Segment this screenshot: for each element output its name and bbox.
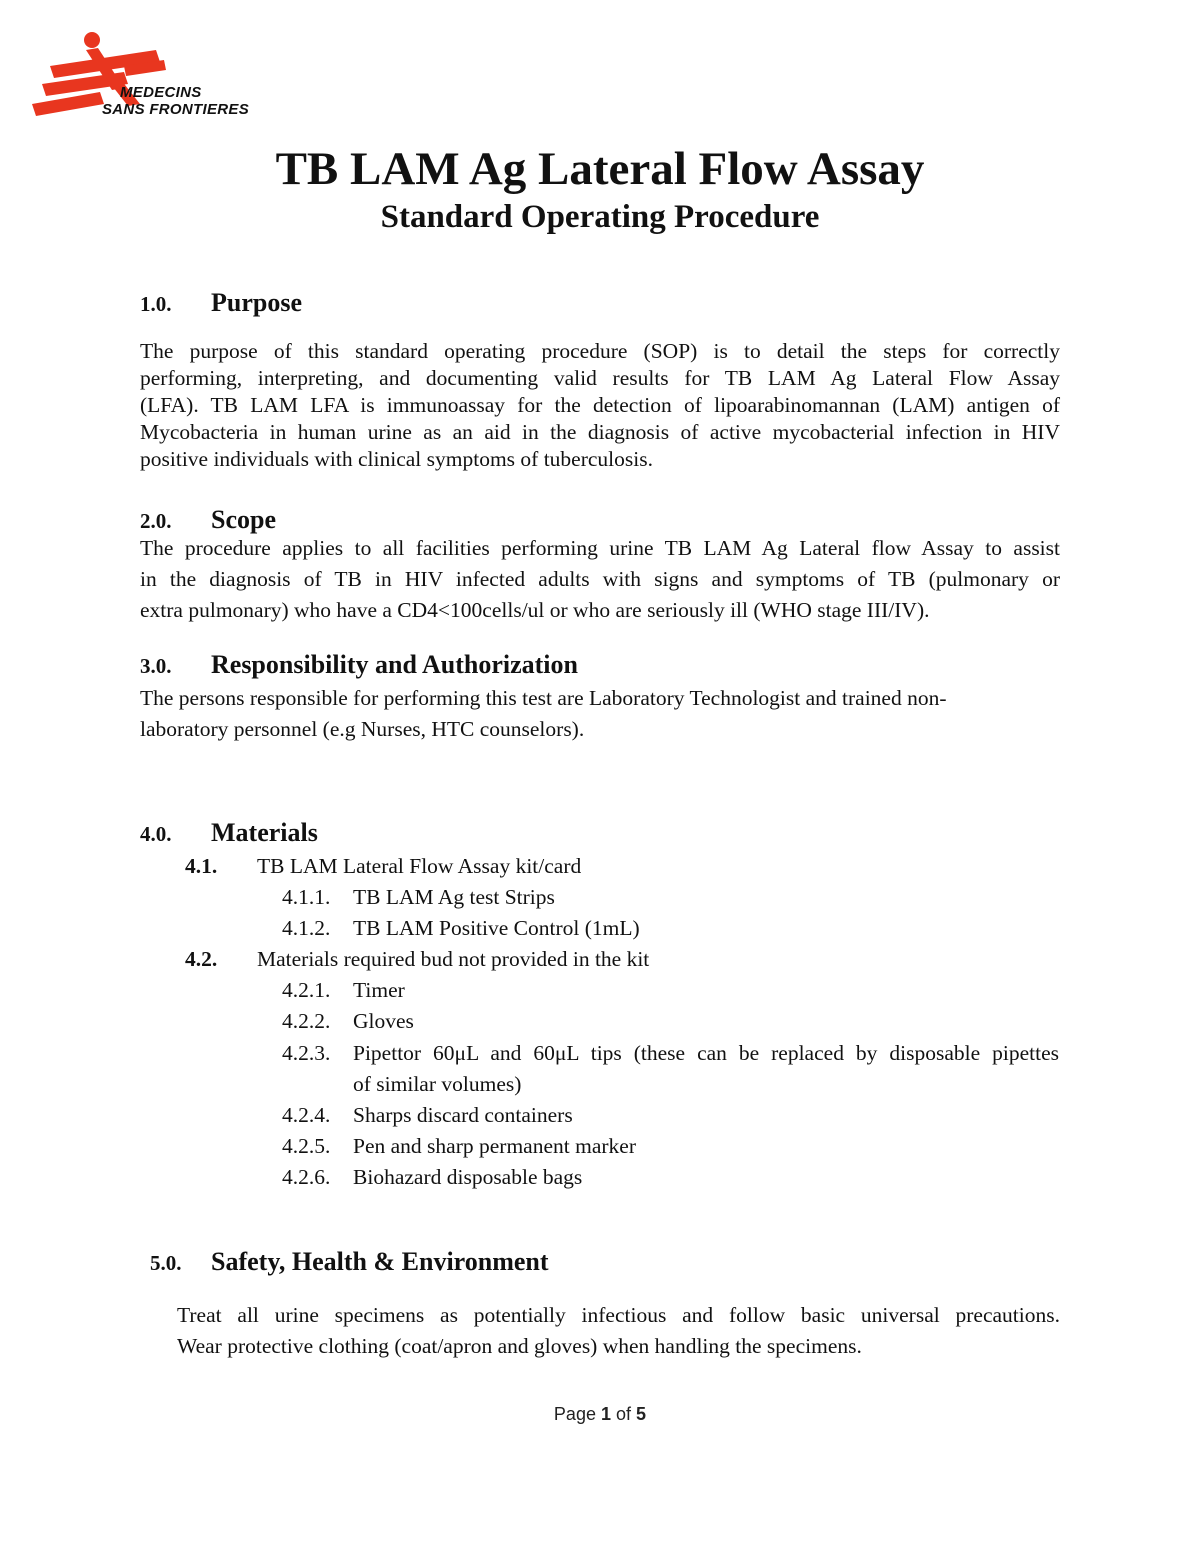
section-title: Scope — [211, 505, 276, 534]
current-page: 1 — [600, 1404, 611, 1424]
list-text: TB LAM Positive Control (1mL) — [353, 916, 640, 940]
paragraph-line: The purpose of this standard operating procedure (SOP) is to detail the steps for correctly — [140, 339, 1060, 363]
list-text: Pen and sharp permanent marker — [353, 1134, 636, 1158]
paragraph-line: (LFA). TB LAM LFA is immunoassay for the detection of lipoarabinomannan (LAM) antigen of — [140, 393, 1060, 417]
list-text: Materials required bud not provided in the kit — [257, 947, 650, 971]
paragraph-line: Treat all urine specimens as potentially infectious and follow basic universal precautions. — [177, 1303, 1060, 1327]
paragraph-line: performing, interpreting, and documenting valid results for TB LAM Ag Lateral Flow Assay — [140, 366, 1060, 390]
list-number: 4.1.2. — [282, 916, 331, 940]
paragraph-line: The procedure applies to all facilities performing urine TB LAM Ag Lateral flow Assay to assist — [140, 536, 1060, 560]
paragraph-line: extra pulmonary) who have a CD4<100cells/ul or who are seriously ill (WHO stage III/IV). — [140, 598, 930, 622]
of-label: of — [616, 1404, 632, 1424]
logo-text-line2: SANS FRONTIERES — [102, 101, 250, 118]
list-number: 4.2.5. — [282, 1134, 331, 1158]
section-title: Responsibility and Authorization — [211, 650, 578, 679]
list-text: Timer — [353, 978, 405, 1002]
list-number: 4.2. — [185, 947, 218, 971]
list-text: Sharps discard containers — [353, 1103, 573, 1127]
purpose-paragraph — [140, 338, 1060, 473]
paragraph-line: Mycobacteria in human urine as an aid in the diagnosis of active mycobacterial infection in HIV — [140, 420, 1060, 444]
list-number: 4.2.6. — [282, 1165, 331, 1189]
list-number: 4.2.1. — [282, 978, 331, 1002]
paragraph-line: positive individuals with clinical symptoms of tuberculosis. — [140, 447, 653, 471]
section-number: 2.0. — [140, 509, 172, 533]
list-text: TB LAM Lateral Flow Assay kit/card — [257, 854, 582, 878]
section-title: Safety, Health & Environment — [211, 1247, 549, 1276]
document-subtitle: Standard Operating Procedure — [380, 199, 820, 235]
list-number: 4.2.2. — [282, 1009, 331, 1033]
list-text-continued: of similar volumes) — [353, 1072, 522, 1096]
logo-text-line1: MEDECINS — [120, 84, 202, 101]
list-text: Gloves — [353, 1009, 414, 1033]
document-title: TB LAM Ag Lateral Flow Assay — [275, 143, 925, 195]
list-number: 4.2.3. — [282, 1041, 331, 1065]
section-number: 3.0. — [140, 654, 172, 678]
page-label: Page — [553, 1404, 596, 1424]
list-text: Biohazard disposable bags — [353, 1165, 583, 1189]
paragraph-line: The persons responsible for performing this test are Laboratory Technologist and trained non- — [140, 686, 947, 710]
scope-paragraph — [140, 533, 1060, 626]
paragraph-line: laboratory personnel (e.g Nurses, HTC counselors). — [140, 717, 585, 741]
list-text: TB LAM Ag test Strips — [353, 885, 555, 909]
section-title: Purpose — [211, 288, 302, 317]
list-number: 4.2.4. — [282, 1103, 331, 1127]
page-number-footer — [0, 1404, 1200, 1425]
safety-paragraph — [177, 1300, 1060, 1362]
section-title: Materials — [211, 818, 318, 847]
list-number: 4.1. — [185, 854, 218, 878]
section-number: 1.0. — [140, 292, 172, 316]
list-text: Pipettor 60μL and 60μL tips (these can be replaced by disposable pipettes — [353, 1041, 1059, 1065]
section-number: 4.0. — [140, 822, 172, 846]
section-number: 5.0. — [150, 1251, 182, 1275]
total-pages: 5 — [636, 1404, 647, 1424]
responsibility-paragraph — [140, 683, 1060, 745]
paragraph-line: Wear protective clothing (coat/apron and gloves) when handling the specimens. — [177, 1334, 862, 1358]
msf-logo — [28, 28, 278, 128]
list-number: 4.1.1. — [282, 885, 331, 909]
paragraph-line: in the diagnosis of TB in HIV infected adults with signs and symptoms of TB (pulmonary or — [140, 567, 1060, 591]
